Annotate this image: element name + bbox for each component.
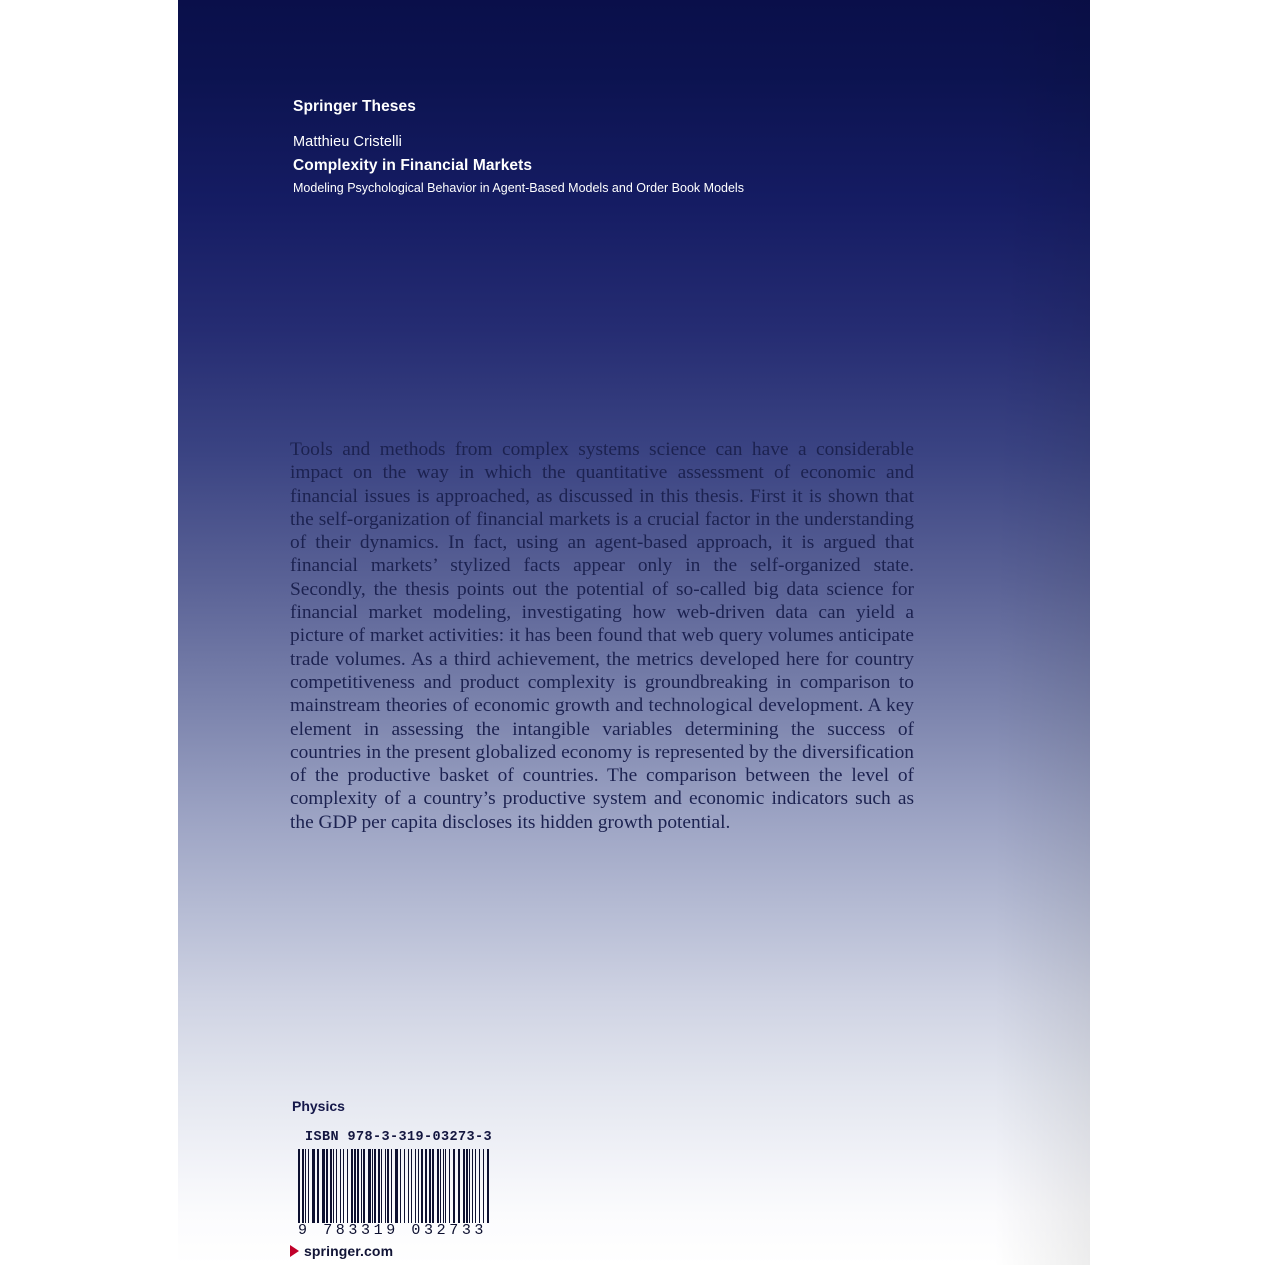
series-title: Springer Theses [293,98,416,115]
springer-url-label: springer.com [304,1243,394,1259]
isbn-text: ISBN 978-3-319-03273-3 [305,1130,493,1145]
subject-label: Physics [292,1098,345,1114]
book-title: Complexity in Financial Markets [293,157,533,174]
author-name: Matthieu Cristelli [293,134,402,150]
back-cover-blurb: Tools and methods from complex systems science can have a considerable impact on the way in which the quantitative assessment of economic and financial issues is approached, as discussed in this thesis. First it is shown that the self-organization of financial markets is a crucial factor in the understanding of their dynamics. In fact, using an agent-based approach, it is argued that financial markets’ stylized facts appear only in the self-organized state. Secondly, the thesis points out the potential of so-called big data science for financial market modeling, investigating how web-driven data can yield a picture of market activities: it has been found that web query volumes anticipate trade volumes. As a third achievement, the metrics developed here for country competitiveness and product complexity is groundbreaking in comparison to mainstream theories of economic growth and technological development. A key element in assessing the intangible variables determining the success of countries in the present globalized economy is represented by the diversification of the productive basket of countries. The comparison between the level of complexity of a country’s productive system and economic indicators such as the GDP per capita discloses its hidden growth potential. [290,439,914,833]
barcode-bars [298,1149,494,1223]
book-back-cover [178,0,1090,1265]
triangle-right-icon [290,1245,299,1257]
cover-edge-shading [994,0,1090,1265]
book-subtitle: Modeling Psychological Behavior in Agent-Based Models and Order Book Models [293,181,744,195]
springer-link[interactable] [290,1243,393,1259]
barcode-digits: 9 783319 032733 [298,1222,488,1239]
barcode [298,1149,498,1247]
